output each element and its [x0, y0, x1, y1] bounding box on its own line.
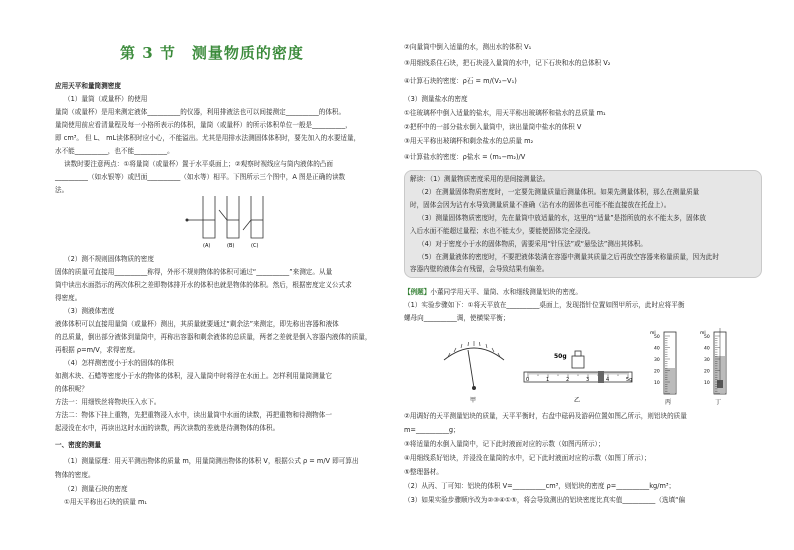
explain-line: （4）对于密度小于水的固体物质，需要采用“针压法”或“悬坠法”测出其体积。 [418, 240, 647, 248]
example-line: ③将适量的水倒入量筒中，记下此时液面对应的示数（如图丙所示）； [404, 440, 605, 448]
cylinder-bing [650, 330, 676, 406]
rider [598, 371, 604, 383]
ruler-number: 1 [546, 377, 550, 383]
text-line: （1）量筒（或量杯）的使用 [64, 95, 148, 103]
ruler-number: 3 [586, 377, 590, 383]
cylinder-mark: 40 [654, 346, 660, 352]
text-line: （2）测量石块的密度 [64, 485, 128, 493]
text-line: ③用天平称出玻璃杯和剩余盐水的总质量 m₂ [404, 137, 534, 145]
text-line: 量筒（或量杯）是用来测定液体__________的仪器，利用排液法也可以间接测定__________的体积。 [55, 108, 346, 116]
example-line: ④用细线系好铝块，并浸没在量筒的水中，记下此时液面对应的示数（如图丁所示）； [404, 454, 651, 462]
text-line: 方法二：物体下挂上重物，先把重物浸入水中，读出量筒中水面的读数，再把重物和待测物体一 [55, 411, 332, 419]
text-line: ③用细线系住石块，把石块浸入量筒的水中，记下石块和水的总体积 V₂ [404, 59, 611, 67]
text-line: 物体的密度。 [55, 471, 95, 479]
text-line: 方法一：用细铁丝将物块压入水下。 [55, 398, 161, 406]
text-line: （1）测量原理：用天平测出物体的质量 m，用量筒测出物体的体积 V，根据公式 ρ = m/V 即可算出 [64, 457, 359, 465]
example-line: （3）如果实验步骤顺序改为②③④①⑤，将会导致测出的铝块密度比真实值__________（选填“偏 [404, 496, 686, 504]
text-line: ①往玻璃杯中倒入适量的盐水，用天平称出玻璃杯和盐水的总质量 m₁ [404, 109, 606, 117]
svg-text:ml: ml [700, 331, 706, 336]
text-line: （2）测不规则固体物质的密度 [64, 255, 154, 263]
text-line: 法。 [55, 186, 69, 194]
explain-line: 解读：（1）测量物质密度采用的是间接测量法。 [410, 175, 550, 183]
ruler-number: 2 [566, 377, 570, 383]
fig-label-yi: 乙 [574, 397, 581, 404]
text-line: （4）怎样测密度小于水的固体的体积 [64, 359, 174, 367]
text-line: 液体体积可以直接用量筒（或量杯）测出，其质量就要通过“剩余法”来测定，即先称出容器和液体 [55, 320, 339, 328]
explain-line: （5）在测量液体的密度时，不要把液体装满在容器中测量其质量之后再放空容器来称量质量，因为此时 [418, 253, 719, 261]
fig-label-bing: 丙 [665, 399, 672, 406]
label-a: (A) [203, 243, 211, 249]
example-line: 螺母向__________调，使横梁平衡； [404, 314, 510, 322]
text-line: 的体积呢？ [55, 385, 88, 393]
text-line: 起浸没在水中，再读出这时水面的读数，两次读数的差就是待测物体的体积。 [55, 424, 280, 432]
example-line: m=__________g； [404, 426, 460, 434]
text-line: ④计算石块的密度：ρ石 = m/(V₂−V₁) [404, 77, 517, 85]
text-line: ②把杯中的一部分盐水倒入量筒中，读出量筒中盐水的体积 V [404, 123, 582, 131]
cylinder-mark: 20 [704, 369, 710, 375]
section-heading: 应用天平和量筒测密度 [55, 82, 121, 90]
example-line: ⑤整理器材。 [404, 468, 443, 476]
explain-line: 时，固体会因为沾有水导致测量质量不准确（沾有水的固体也可能不能直接放在托盘上）。 [410, 201, 671, 209]
example-tag: 【例题】 [404, 288, 431, 296]
label-c: (C) [251, 243, 259, 249]
cylinder-mark: 10 [654, 381, 660, 386]
label-b: (B) [227, 243, 235, 249]
example-line: （1）实验步骤如下：①将天平放在__________桌面上，发现指针位置如图甲所示，此时应将平衡 [404, 301, 685, 309]
cylinder-mark: 30 [704, 358, 710, 363]
ruler-number: 5g [626, 377, 633, 383]
fig-label-ding: 丁 [715, 399, 722, 406]
cylinder-mark: 50 [704, 335, 710, 340]
text-line: 如测木块、石蜡等密度小于水的物体的体积，浸入量筒中时将浮在水面上。怎样利用量筒测量它 [55, 372, 332, 380]
text-line: ④计算盐水的密度：ρ盐水 = (m₁−m₂)/V [404, 153, 526, 161]
text-line: （3）测量盐水的密度 [404, 95, 468, 103]
cylinder-mark: 20 [654, 369, 660, 375]
page-title: 第 3 节 测量物质的密度 [120, 44, 304, 62]
cylinder-mark: 30 [654, 358, 660, 363]
text-line: 水不能__________，也不能__________。 [55, 147, 174, 155]
weight-label: 50g [554, 353, 567, 360]
example-line: ②用调好的天平测量铝块的质量，天平平衡时，右盘中砝码及游码位置如图乙所示，则铝块的质量 [404, 412, 687, 420]
weights-figure [524, 351, 632, 404]
balance-pointer-figure [444, 341, 504, 404]
text-line: 固体的质量可直接用__________称得，外形不规则物体的体积可通过“__________”来测定。从量 [55, 268, 333, 276]
section-heading: 一、密度的测量 [55, 441, 102, 449]
explain-line: 容器内壁的液体会有残留，会导致结果有偏差。 [410, 265, 549, 273]
text-line: __________（如水银等）或凹面__________（如水等）相平。下图所示三个图中，A 图是正确的读数 [55, 173, 346, 181]
text-line: ②向量筒中倒入适量的水，测出水的体积 V₁ [404, 43, 532, 51]
explain-line: （3）测量固体物质密度时，先在量筒中放适量的水，这里的“适量”是指所放的水不能太多，固体放 [418, 214, 706, 222]
text-line: 得密度。 [55, 294, 82, 302]
text-line: 的总质量，倒出部分液体到量筒中，再称出容器和剩余液体的总质量，两者之差就是倒入容器内液体的质量， [55, 333, 372, 341]
text-line: （3）测液体密度 [64, 307, 115, 315]
explain-line: （2）在测量固体物质密度时，一定要先测量质量后测量体积。如果先测量体积，那么在测量质量 [418, 188, 700, 196]
cylinder-mark: 40 [704, 346, 710, 352]
cylinder-reading-figure [183, 192, 293, 250]
experiment-figures [414, 326, 764, 408]
example-line: （2）从丙、丁可知：铝块的体积 V=__________cm³，则铝块的密度 ρ=__________kg/m³； [404, 482, 676, 490]
ruler-number: 4 [606, 377, 610, 383]
text-line: 读数时要注意两点：①将量筒（或量杯）置于水平桌面上；②观察时视线应与筒内液体的凸面 [64, 160, 333, 168]
ruler-number: 0 [526, 377, 530, 383]
text-line: ①用天平称出石块的质量 m₁ [64, 498, 148, 506]
cyl-unit: ml [650, 331, 656, 336]
cylinder-ding [700, 328, 726, 406]
text-line: 再根据 ρ=m/V，求得密度。 [55, 346, 140, 354]
explain-line: 入后水面不能超过量程；水也不能太少，要能使固体完全浸没。 [410, 227, 595, 235]
cylinder-mark: 50 [654, 335, 660, 340]
text-line: 即 cm³。 但 L、 mL读体积时应小心，不能溢出。尤其是用排水法测固体体积时，要先加入的水要适量， [55, 134, 361, 142]
fig-label-jia: 甲 [470, 397, 477, 404]
cylinder-mark: 10 [704, 381, 710, 386]
text-line: 量筒使用前应看清量程及每一小格所表示的体积，量筒（或量杯）的所示体积单位一般是__________， [55, 121, 352, 129]
example-line: 【例题】小董同学用天平、量筒、水和细线测量铝块的密度。 [404, 288, 583, 296]
text-line: 筒中读出水面指示的两次体积之差即物体排开水的体积也就是物体的体积。然后，根据密度定义公式求 [55, 281, 352, 289]
